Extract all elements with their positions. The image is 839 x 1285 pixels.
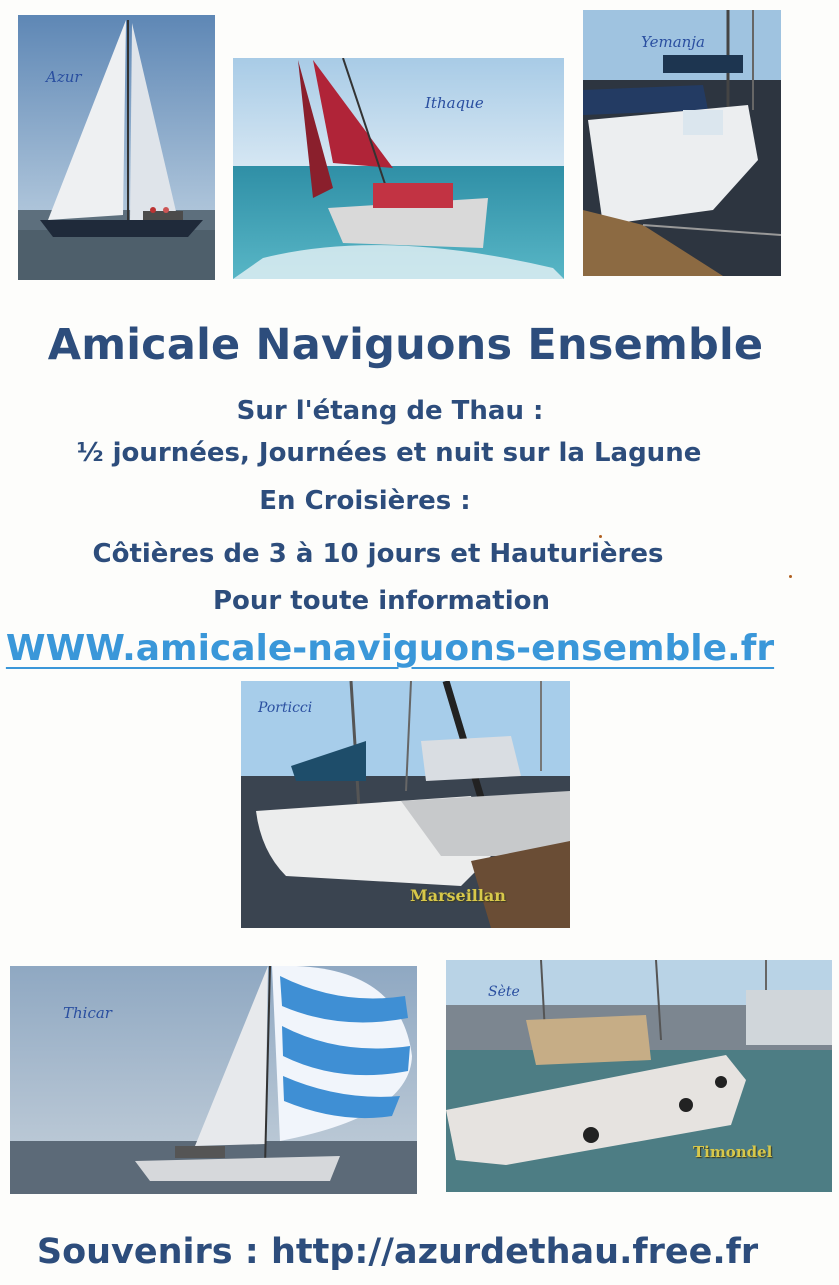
scan-speck	[599, 535, 602, 538]
caption-azur: Azur	[46, 68, 82, 86]
heading-line-5: Pour toute information	[213, 586, 550, 616]
caption-marseillan: Marseillan	[410, 886, 506, 905]
caption-yemanja: Yemanja	[641, 33, 705, 51]
caption-ithaque: Ithaque	[425, 94, 484, 112]
scan-speck	[789, 575, 792, 578]
page-title: Amicale Naviguons Ensemble	[47, 320, 764, 370]
souvenirs-footer: Souvenirs : http://azurdethau.free.fr	[36, 1232, 759, 1272]
heading-line-1: Sur l'étang de Thau :	[236, 396, 544, 426]
photo-azur	[18, 15, 215, 280]
heading-line-3: En Croisières :	[259, 486, 471, 516]
caption-sete: Sète	[488, 984, 520, 1000]
photo-ithaque	[233, 58, 564, 279]
photo-porticci	[241, 681, 570, 928]
caption-thicar: Thicar	[63, 1004, 112, 1022]
website-link[interactable]: WWW.amicale-naviguons-ensemble.fr	[5, 628, 775, 669]
heading-line-2: ½ journées, Journées et nuit sur la Lagune	[76, 438, 702, 468]
caption-timondel: Timondel	[693, 1143, 773, 1161]
heading-line-4: Côtières de 3 à 10 jours et Hauturières	[92, 539, 664, 569]
caption-porticci: Porticci	[258, 700, 313, 716]
photo-thicar	[10, 966, 417, 1194]
